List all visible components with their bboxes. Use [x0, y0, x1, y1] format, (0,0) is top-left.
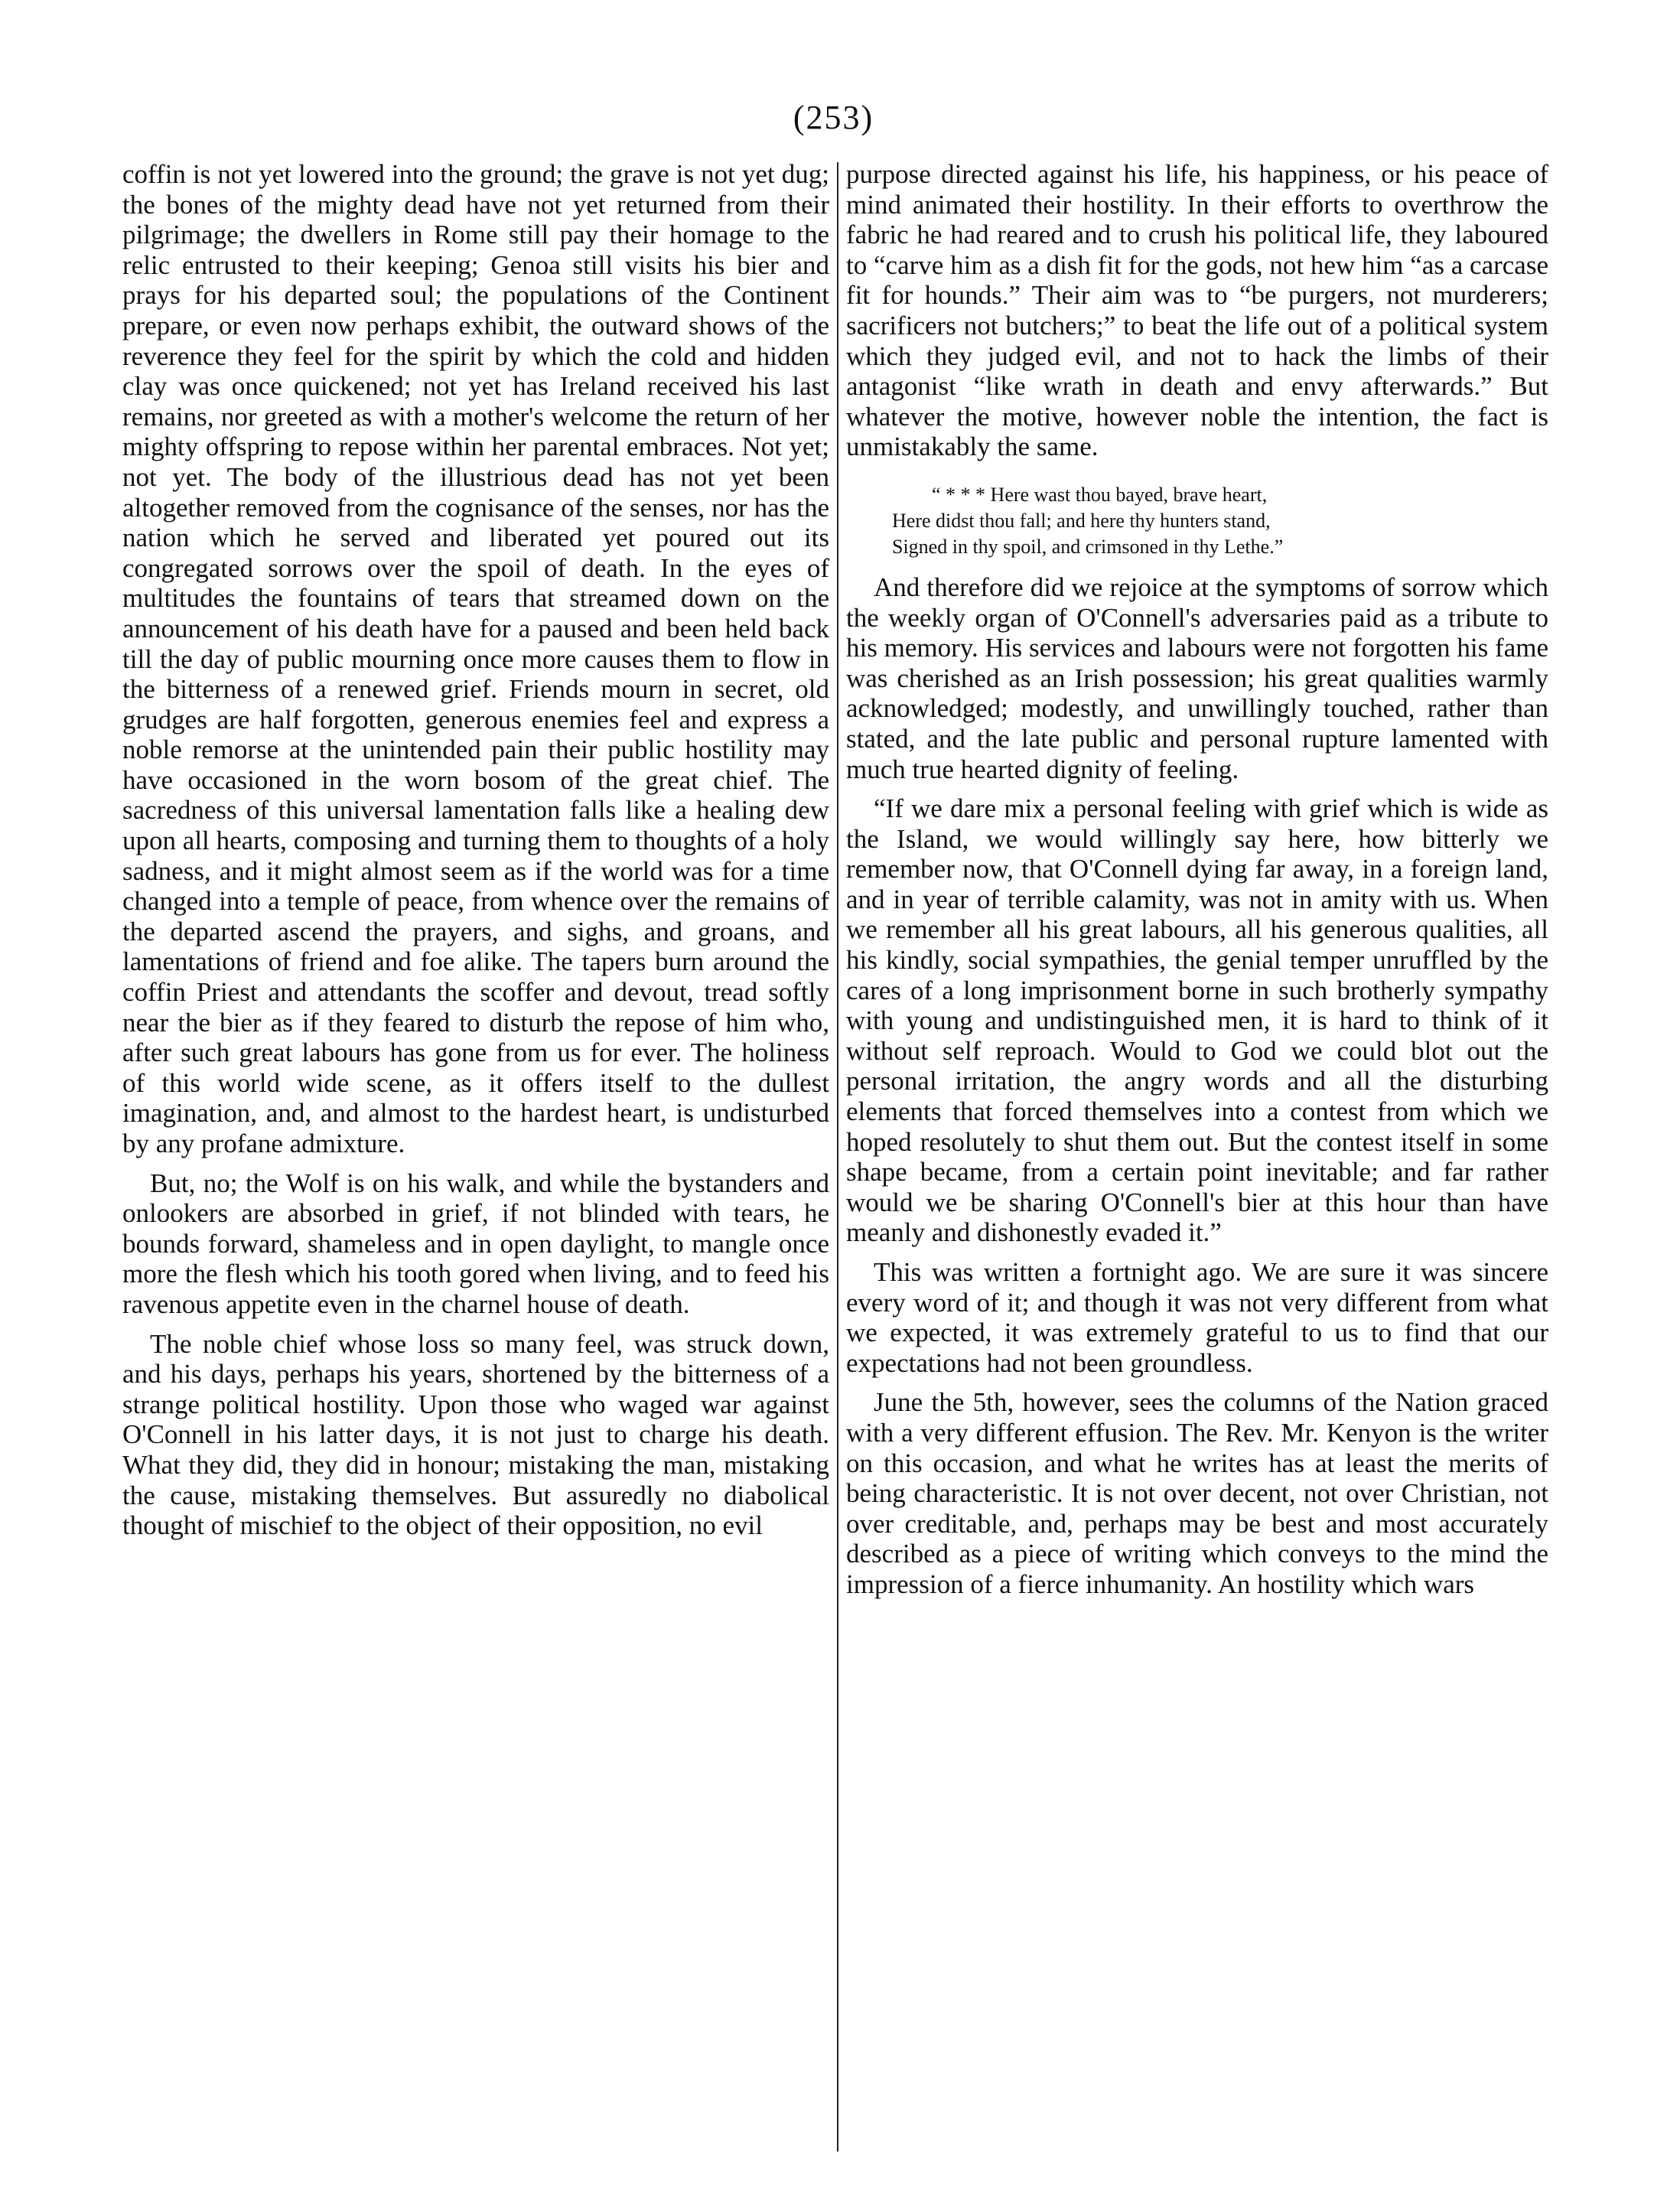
right-paragraph-2: And therefore did we rejoice at the symptoms of sorrow which the weekly organ of O'Connell's adversaries paid as a tribute to his memory. His services and labours were not forgotten his fame was cherished as an Irish possession; his great qualities warmly acknowledged; modestly, and unwillingly touched, rather than stated, and the late public and personal rupture lamented with much true hearted dignity of feeling. — [846, 572, 1548, 784]
right-paragraph-4: This was written a fortnight ago. We are sure it was sincere every word of it; and though it was not very different from what we expected, it was extremely grateful to us to find that our expectations had not been groundless. — [846, 1257, 1548, 1378]
right-paragraph-1: purpose directed against his life, his happiness, or his peace of mind animated their hostility. In their efforts to overthrow the fabric he had reared and to crush his political life, they laboured to “carve him as a dish fit for the gods, not hew him “as a carcase fit for hounds.” Their aim was to “be purgers, not murderers; sacrificers not butchers;” to beat the life out of a political system which they judged evil, and not to hack the limbs of their antagonist “like wrath in death and envy afterwards.” But whatever the motive, however noble the intention, the fact is unmistakably the same. — [846, 159, 1548, 462]
verse-line-2: Here didst thou fall; and here thy hunters stand, — [892, 509, 1271, 532]
verse-line-1: “ * * * Here wast thou bayed, brave heart, — [932, 483, 1268, 506]
left-column — [122, 159, 829, 1541]
page-number: (253) — [793, 99, 874, 136]
column-divider — [837, 162, 838, 2152]
left-paragraph-3: The noble chief whose loss so many feel, was struck down, and his days, perhaps his years, shortened by the bitterness of a strange political hostility. Upon those who waged war against O'Connell in his latter days, it is not just to charge his death. What they did, they did in honour; mistaking the man, mistaking the cause, mistaking themselves. But assuredly no diabolical thought of mischief to the object of their opposition, no evil — [122, 1328, 829, 1541]
left-paragraph-1: coffin is not yet lowered into the ground; the grave is not yet dug; the bones of the mighty dead have not yet returned from their pilgrimage; the dwellers in Rome still pay their homage to the relic entrusted to their keeping; Genoa still visits his bier and prays for his departed soul; the populations of the Continent prepare, or even now perhaps exhibit, the outward shows of the reverence they feel for the spirit by which the cold and hidden clay was once quickened; not yet has Ireland received his last remains, nor greeted as with a mother's welcome the return of her mighty offspring to repose within her parental embraces. Not yet; not yet. The body of the illustrious dead has not yet been altogether removed from the cognisance of the senses, nor has the nation which he served and liberated yet poured out its congregated sorrows over the spoil of death. In the eyes of multitudes the fountains of tears that streamed down on the announcement of his death have for a paused and been held back till the day of public mourning once more causes them to flow in the bitterness of a renewed grief. Friends mourn in secret, old grudges are half forgotten, generous enemies feel and express a noble remorse at the unintended pain their public hostility may have occasioned in the worn bosom of the great chief. The sacredness of this universal lamentation falls like a healing dew upon all hearts, composing and turning them to thoughts of a holy sadness, and it might almost seem as if the world was for a time changed into a temple of peace, from whence over the remains of the departed ascend the prayers, and sighs, and groans, and lamentations of friend and foe alike. The tapers burn around the coffin Priest and attendants the scoffer and devout, tread softly near the bier as if they feared to disturb the repose of him who, after such great labours has gone from us for ever. The holiness of this world wide scene, as it offers itself to the dullest imagination, and, and almost to the hardest heart, is undisturbed by any profane admixture. — [122, 159, 829, 1158]
verse-line-3: Signed in thy spoil, and crimsoned in thy Lethe.” — [892, 535, 1284, 558]
right-paragraph-5: June the 5th, however, sees the columns of the Nation graced with a very different effusion. The Rev. Mr. Kenyon is the writer on this occasion, and what he writes has at least the merits of being characteristic. It is not over decent, not over Christian, not over creditable, and, perhaps may be best and most accurately described as a piece of writing which conveys to the mind the impression of a fierce inhumanity. An hostility which wars — [846, 1387, 1548, 1599]
right-paragraph-3: “If we dare mix a personal feeling with grief which is wide as the Island, we would willingly say here, how bitterly we remember now, that O'Connell dying far away, in a foreign land, and in year of terrible calamity, was not in amity with us. When we remember all his great labours, all his generous qualities, all his kindly, social sympathies, the genial temper unruffled by the cares of a long imprisonment borne in such brotherly sympathy with young and undistinguished men, it is hard to think of it without self reproach. Would to God we could blot out the personal irritation, the angry words and all the disturbing elements that forced themselves into a contest from which we hoped resolutely to shut them out. But the contest itself in some shape became, from a certain point inevitable; and far rather would we be sharing O'Connell's bier at this hour than have meanly and dishonestly evaded it.” — [846, 793, 1548, 1248]
verse-quotation — [892, 482, 1548, 560]
right-column — [846, 159, 1548, 1600]
left-paragraph-2: But, no; the Wolf is on his walk, and while the bystanders and onlookers are absorbed in grief, if not blinded with tears, he bounds forward, shameless and in open daylight, to mangle once more the flesh which his tooth gored when living, and to feed his ravenous appetite even in the charnel house of death. — [122, 1168, 829, 1319]
